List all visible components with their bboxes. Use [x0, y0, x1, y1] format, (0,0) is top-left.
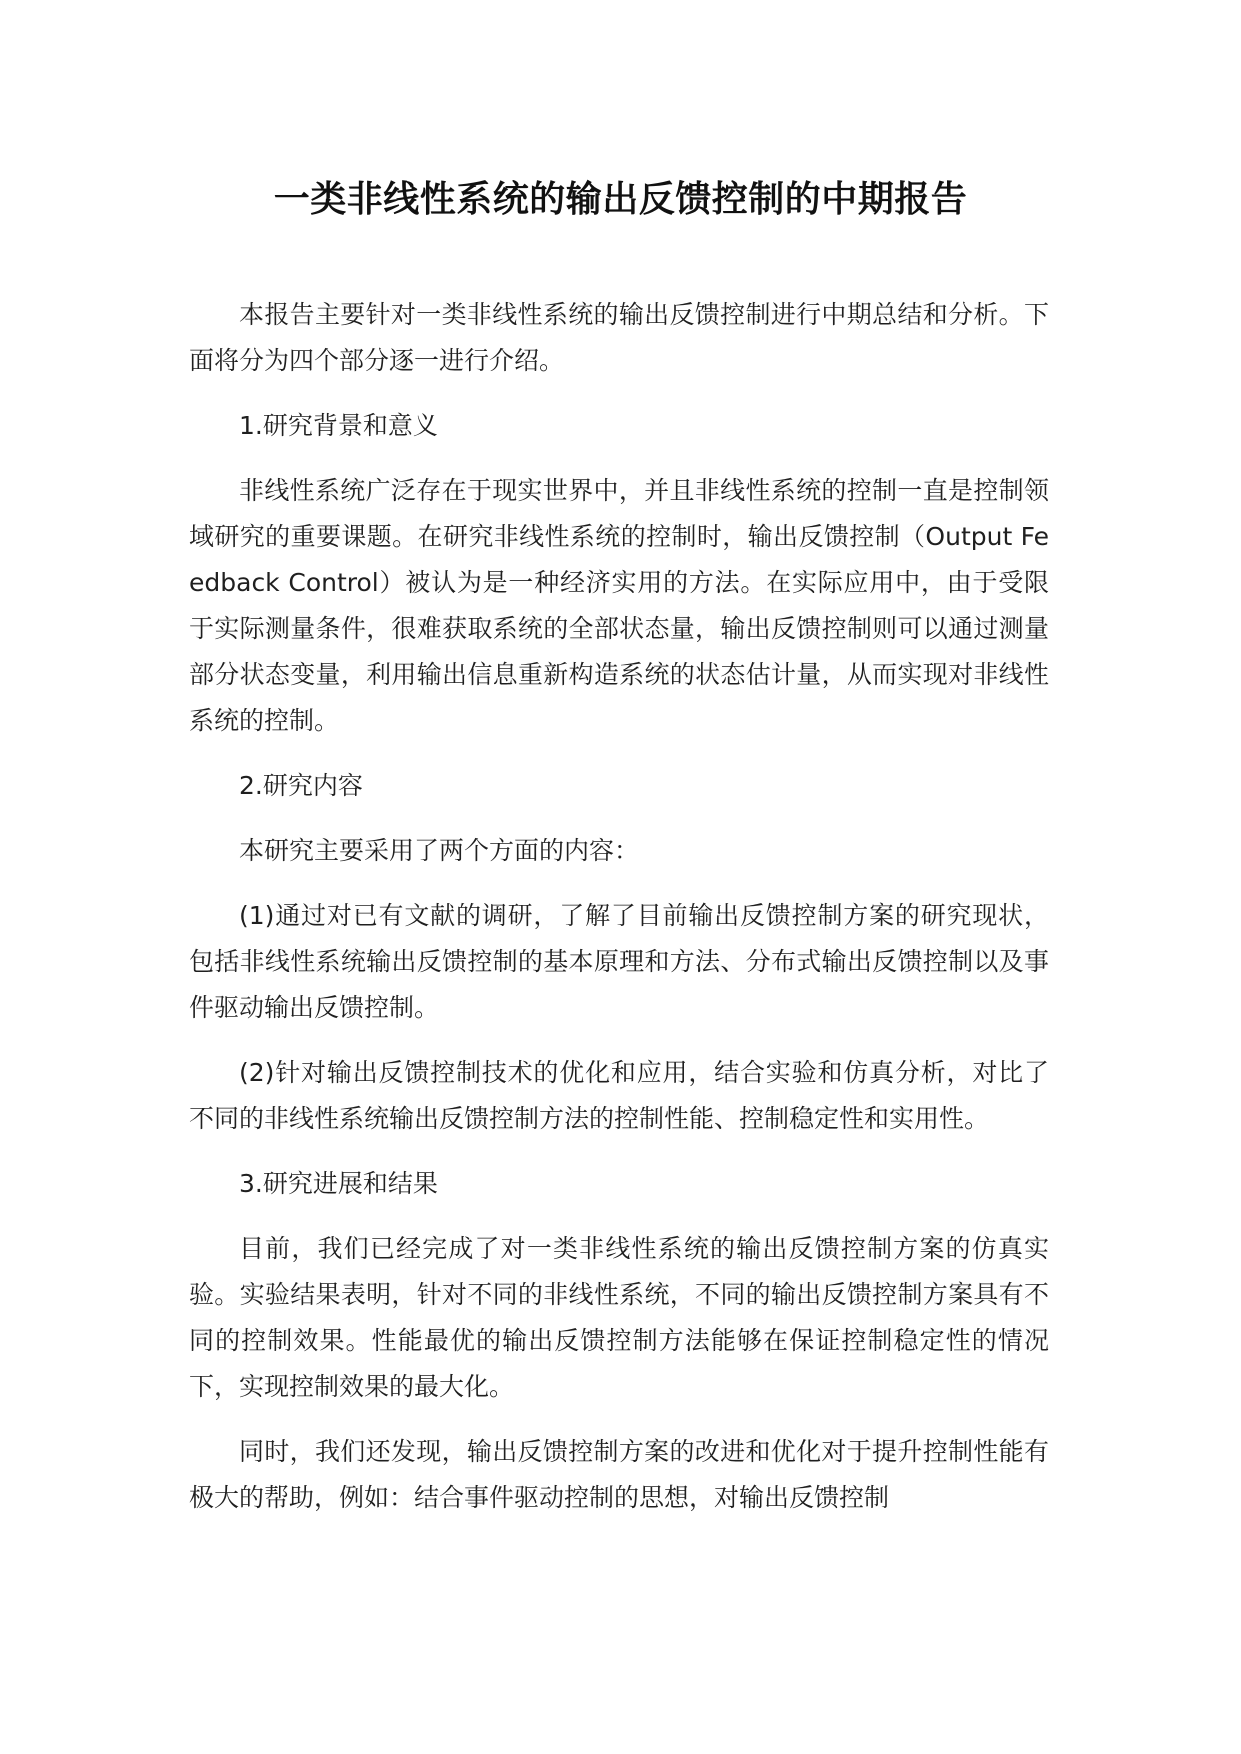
- progress-paragraph-1: 目前，我们已经完成了对一类非线性系统的输出反馈控制方案的仿真实验。实验结果表明，针对不同的非线性系统，不同的输出反馈控制方案具有不同的控制效果。性能最优的输出反馈控制方法能够在保证控制稳定性的情况下，实现控制效果的最大化。: [189, 1234, 1049, 1401]
- content-item-1-paragraph: (1)通过对已有文献的调研，了解了目前输出反馈控制方案的研究现状，包括非线性系统输出反馈控制的基本原理和方法、分布式输出反馈控制以及事件驱动输出反馈控制。: [189, 901, 1049, 1022]
- document-body: [189, 292, 1049, 1540]
- section-heading-background: 1.研究背景和意义: [239, 411, 438, 440]
- progress-paragraph-2: 同时，我们还发现，输出反馈控制方案的改进和优化对于提升控制性能有极大的帮助，例如：结合事件驱动控制的思想，对输出反馈控制: [189, 1437, 1049, 1512]
- section-heading-content: 2.研究内容: [239, 771, 363, 800]
- background-paragraph: 非线性系统广泛存在于现实世界中，并且非线性系统的控制一直是控制领域研究的重要课题。在研究非线性系统的控制时，输出反馈控制（Output Feedback Control）被认为是一种经济实用的方法。在实际应用中，由于受限于实际测量条件，很难获取系统的全部状态量，输出反馈控制则可以通过测量部分状态变量，利用输出信息重新构造系统的状态估计量，从而实现对非线性系统的控制。: [189, 476, 1049, 735]
- section-heading-progress: 3.研究进展和结果: [239, 1169, 438, 1198]
- intro-paragraph: 本报告主要针对一类非线性系统的输出反馈控制进行中期总结和分析。下面将分为四个部分逐一进行介绍。: [189, 300, 1049, 375]
- content-item-2-paragraph: (2)针对输出反馈控制技术的优化和应用，结合实验和仿真分析，对比了不同的非线性系统输出反馈控制方法的控制性能、控制稳定性和实用性。: [189, 1058, 1049, 1133]
- document-title: 一类非线性系统的输出反馈控制的中期报告: [273, 179, 968, 220]
- content-intro-paragraph: 本研究主要采用了两个方面的内容：: [239, 836, 640, 865]
